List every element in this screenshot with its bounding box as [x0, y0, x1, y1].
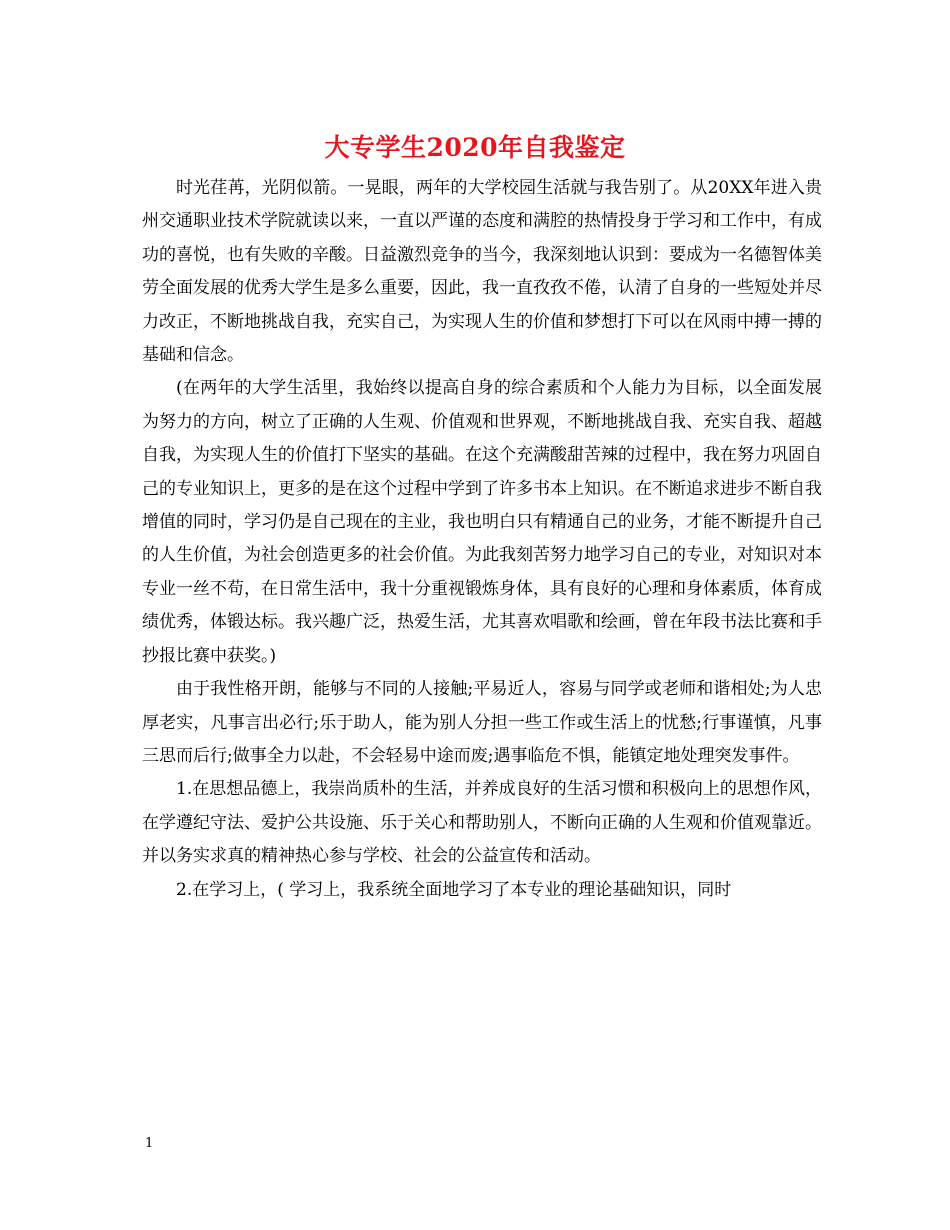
- paragraph-personality: 由于我性格开朗，能够与不同的人接触;平易近人，容易与同学或老师和谐相处;为人忠厚老实，凡事言出必行;乐于助人，能为别人分担一些工作或生活上的忧愁;行事谨慎，凡事三思而后行;做事全力以赴，不会轻易中途而废;遇事临危不惧，能镇定地处理突发事件。: [142, 679, 822, 766]
- paragraph-intro: 时光荏苒，光阴似箭。一晃眼，两年的大学校园生活就与我告别了。从20XX年进入贵州交通职业技术学院就读以来，一直以严谨的态度和满腔的热情投身于学习和工作中，有成功的喜悦，也有失败的辛酸。日益激烈竞争的当今，我深刻地认识到：要成为一名德智体美劳全面发展的优秀大学生是多么重要，因此，我一直孜孜不倦，认清了自身的一些短处并尽力改正，不断地挑战自我，充实自己，为实现人生的价值和梦想打下可以在风雨中搏一搏的基础和信念。: [142, 178, 822, 366]
- document-title: 大专学生2020年自我鉴定: [324, 133, 626, 162]
- paragraph-study: 2.在学习上，( 学习上，我系统全面地学习了本专业的理论基础知识，同时: [176, 879, 732, 900]
- document-body: [142, 172, 822, 907]
- paragraph-ideology: 1.在思想品德上，我崇尚质朴的生活，并养成良好的生活习惯和积极向上的思想作风，在学遵纪守法、爱护公共设施、乐于关心和帮助别人，不断向正确的人生观和价值观靠近。并以务实求真的精神热心参与学校、社会的公益宣传和活动。: [142, 779, 822, 867]
- page-number: 1: [145, 1136, 154, 1151]
- paragraph-college-life: (在两年的大学生活里，我始终以提高自身的综合素质和个人能力为目标，以全面发展为努力的方向，树立了正确的人生观、价值观和世界观，不断地挑战自我、充实自我、超越自我，为实现人生的价值打下坚实的基础。在这个充满酸甜苦辣的过程中，我在努力巩固自己的专业知识上，更多的是在这个过程中学到了许多书本上知识。在不断追求进步不断自我增值的同时，学习仍是自己现在的主业，我也明白只有精通自己的业务，才能不断提升自己的人生价值，为社会创造更多的社会价值。为此我刻苦努力地学习自己的专业，对知识对本专业一丝不苟，在日常生活中，我十分重视锻炼身体，具有良好的心理和身体素质，体育成绩优秀，体锻达标。我兴趣广泛，热爱生活，尤其喜欢唱歌和绘画，曾在年段书法比赛和手抄报比赛中获奖。): [142, 378, 822, 666]
